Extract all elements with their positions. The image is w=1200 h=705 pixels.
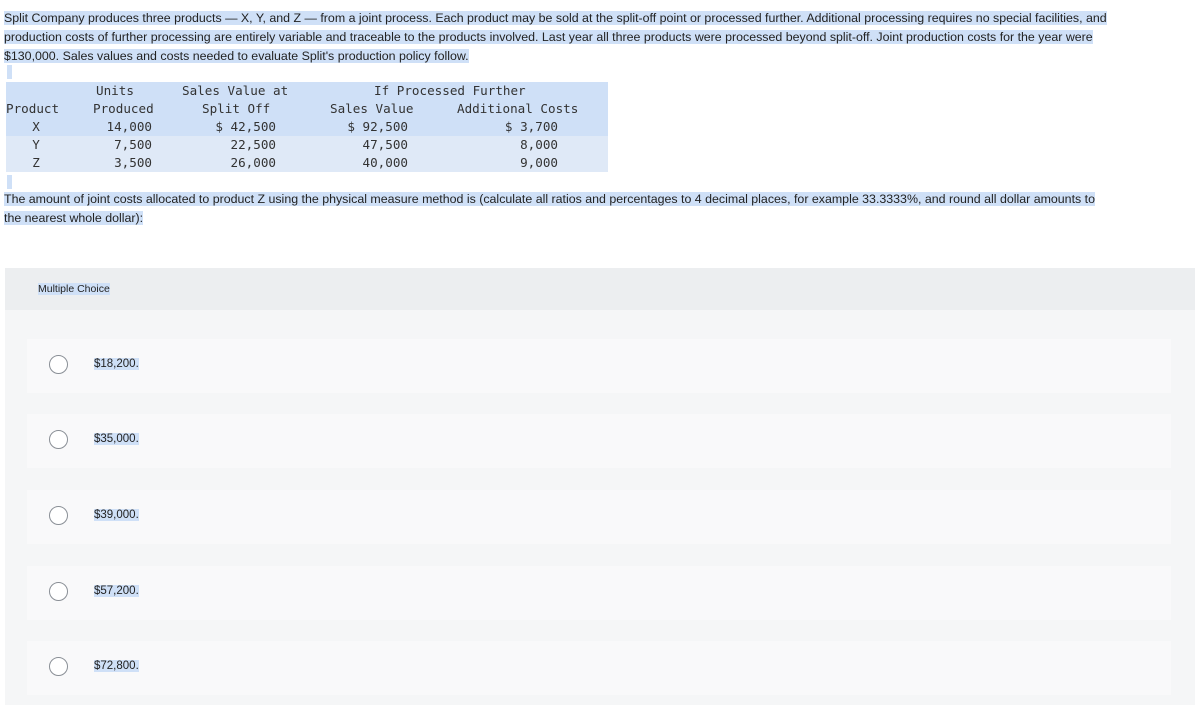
header-additional-costs: Additional Costs bbox=[457, 101, 579, 116]
header-product: Product bbox=[6, 101, 60, 116]
problem-statement bbox=[4, 9, 1196, 66]
answer-option[interactable] bbox=[27, 566, 1171, 620]
cell-product: X bbox=[32, 119, 40, 134]
table-header-row-2 bbox=[6, 100, 608, 118]
answer-option-label: $57,200. bbox=[94, 585, 139, 597]
answer-option-label: $35,000. bbox=[94, 433, 139, 445]
header-sales-value: Sales Value bbox=[330, 101, 414, 116]
cell-sales-value: 47,500 bbox=[362, 137, 408, 152]
cell-additional-costs: 8,000 bbox=[520, 137, 558, 152]
answer-option-label: $72,800. bbox=[94, 660, 139, 672]
multiple-choice-label: Multiple Choice bbox=[38, 283, 110, 295]
multiple-choice-panel bbox=[5, 268, 1195, 705]
question-text bbox=[4, 190, 1196, 228]
header-produced: Produced bbox=[93, 101, 154, 116]
answer-option-label: $18,200. bbox=[94, 358, 139, 370]
question-line-1: The amount of joint costs allocated to product Z using the physical measure method is (calculate all ratios and percentages to 4 decimal places, for example 33.3333%, and round all dollar amounts to bbox=[4, 192, 1095, 206]
cell-sales-value: $ 92,500 bbox=[347, 119, 408, 134]
answer-option[interactable] bbox=[27, 414, 1171, 468]
header-if-processed-further: If Processed Further bbox=[374, 83, 526, 98]
problem-line-3: $130,000. Sales values and costs needed to evaluate Split's production policy follow. bbox=[4, 49, 469, 63]
radio-button[interactable] bbox=[49, 355, 68, 374]
cell-units: 7,500 bbox=[114, 137, 152, 152]
selection-marker bbox=[7, 175, 12, 189]
cell-split-off: 26,000 bbox=[230, 155, 276, 170]
answer-option[interactable] bbox=[27, 641, 1171, 695]
problem-line-1: Split Company produces three products — X, Y, and Z — from a joint process. Each product may be sold at the split-off point or processed further. Additional processing requires no special facilities, and bbox=[4, 11, 1107, 25]
radio-button[interactable] bbox=[49, 506, 68, 525]
table-row bbox=[6, 136, 608, 154]
cell-split-off: 22,500 bbox=[230, 137, 276, 152]
cell-units: 14,000 bbox=[106, 119, 152, 134]
answer-option-label: $39,000. bbox=[94, 509, 139, 521]
cell-product: Z bbox=[32, 155, 40, 170]
cell-additional-costs: $ 3,700 bbox=[504, 119, 558, 134]
cell-units: 3,500 bbox=[114, 155, 152, 170]
header-units: Units bbox=[96, 83, 134, 98]
radio-button[interactable] bbox=[49, 430, 68, 449]
multiple-choice-header bbox=[5, 268, 1195, 310]
cell-split-off: $ 42,500 bbox=[215, 119, 276, 134]
cell-product: Y bbox=[32, 137, 40, 152]
answer-option[interactable] bbox=[27, 339, 1171, 393]
radio-button[interactable] bbox=[49, 582, 68, 601]
problem-line-2: production costs of further processing are entirely variable and traceable to the products involved. Last year all three products were processed beyond split-off. Joint production costs for the year were bbox=[4, 30, 1093, 44]
table-header-row-1 bbox=[6, 82, 608, 100]
table-row bbox=[6, 154, 608, 172]
table-row bbox=[6, 118, 608, 136]
header-sales-value-at: Sales Value at bbox=[182, 83, 289, 98]
radio-button[interactable] bbox=[49, 657, 68, 676]
cell-sales-value: 40,000 bbox=[362, 155, 408, 170]
selection-marker bbox=[7, 65, 12, 79]
cell-additional-costs: 9,000 bbox=[520, 155, 558, 170]
question-line-2: the nearest whole dollar): bbox=[4, 211, 144, 225]
answer-option[interactable] bbox=[27, 490, 1171, 544]
header-split-off: Split Off bbox=[202, 101, 271, 116]
